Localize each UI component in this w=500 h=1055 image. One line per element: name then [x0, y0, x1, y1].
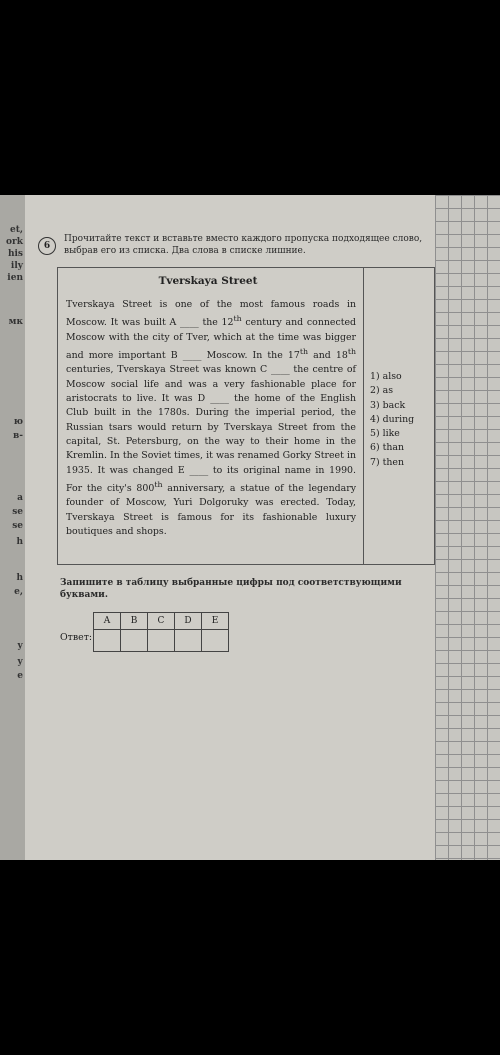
margin-fragment: ien — [7, 273, 23, 283]
option-item: 7) then — [370, 456, 404, 468]
passage-title: Tverskaya Street — [158, 275, 258, 287]
task-instruction: Прочитайте текст и вставьте вместо каждого пропуска подходящее слово, выбрав его из списка. Два слова в списке лишние. — [64, 234, 423, 256]
answer-cell[interactable] — [94, 630, 121, 652]
margin-fragment: е, — [14, 587, 23, 597]
margin-fragment: е — [17, 671, 23, 681]
margin-fragment: a — [17, 493, 23, 503]
margin-fragment: his — [7, 249, 23, 259]
option-item: 5) like — [370, 428, 400, 440]
answer-header: B — [121, 613, 148, 630]
answer-cell[interactable] — [121, 630, 148, 652]
margin-fragment: мк — [8, 317, 23, 327]
passage-text: Tverskaya Street is one of the most famous roads in Moscow. It was built A ____ the 12th century and connected Moscow with the city of Tver, which at the time was bigger and more important B ____ Moscow. In the 17th and 18th centuries, Tverskaya Street was known C ____ the centre of Moscow social life and was a very fashionable place for aristocrats to live. It was D ____ the home of the English Club built in the 1780s. During the imperial period, the Russian tsars would return by Tverskaya Street from the capital, St. Petersburg, on the way to their home in the Kremlin. In the Soviet times, it was renamed Gorky Street in 1935. It was changed E ____ to its original name in 1990. For the city's 800th anniversary, a statue of the legendary founder of Moscow, Yuri Dolgoruky was erected. Today, Tverskaya Street is famous for its fashionable luxury boutiques and shops. — [66, 299, 357, 537]
task-number: 6 — [38, 237, 56, 255]
margin-fragment: у — [17, 657, 23, 667]
margin-fragment: se — [12, 507, 23, 517]
margin-fragment: ю — [13, 417, 23, 427]
option-item: 1) also — [370, 371, 402, 382]
answer-header: D — [175, 613, 202, 630]
graph-paper-grid — [435, 195, 500, 860]
answer-header: C — [148, 613, 175, 630]
answer-header: A — [94, 613, 121, 630]
option-item: 4) during — [370, 413, 415, 425]
option-item: 6) than — [370, 442, 405, 454]
answer-label: Ответ: — [60, 632, 93, 643]
answer-instruction: Запишите в таблицу выбранные цифры под соответствующими буквами. — [60, 578, 402, 600]
margin-fragment: et, — [9, 225, 23, 235]
photo — [0, 195, 500, 860]
answer-cell[interactable] — [202, 630, 229, 652]
margin-fragment: h — [16, 573, 23, 583]
answer-table — [93, 612, 229, 652]
passage-box — [57, 267, 435, 565]
margin-fragment: у — [17, 641, 23, 651]
margin-fragment: h — [16, 537, 23, 547]
word-options — [370, 370, 414, 470]
answer-header: E — [202, 613, 229, 630]
previous-page-edge — [0, 195, 25, 860]
margin-fragment: ork — [6, 237, 23, 247]
option-item: 2) as — [370, 385, 394, 397]
answer-cell[interactable] — [175, 630, 202, 652]
margin-fragment: в- — [13, 431, 23, 441]
answer-cell[interactable] — [148, 630, 175, 652]
margin-fragment: se — [12, 521, 23, 531]
column-divider — [363, 268, 364, 564]
option-item: 3) back — [370, 399, 406, 411]
margin-fragment: ily — [10, 261, 23, 271]
